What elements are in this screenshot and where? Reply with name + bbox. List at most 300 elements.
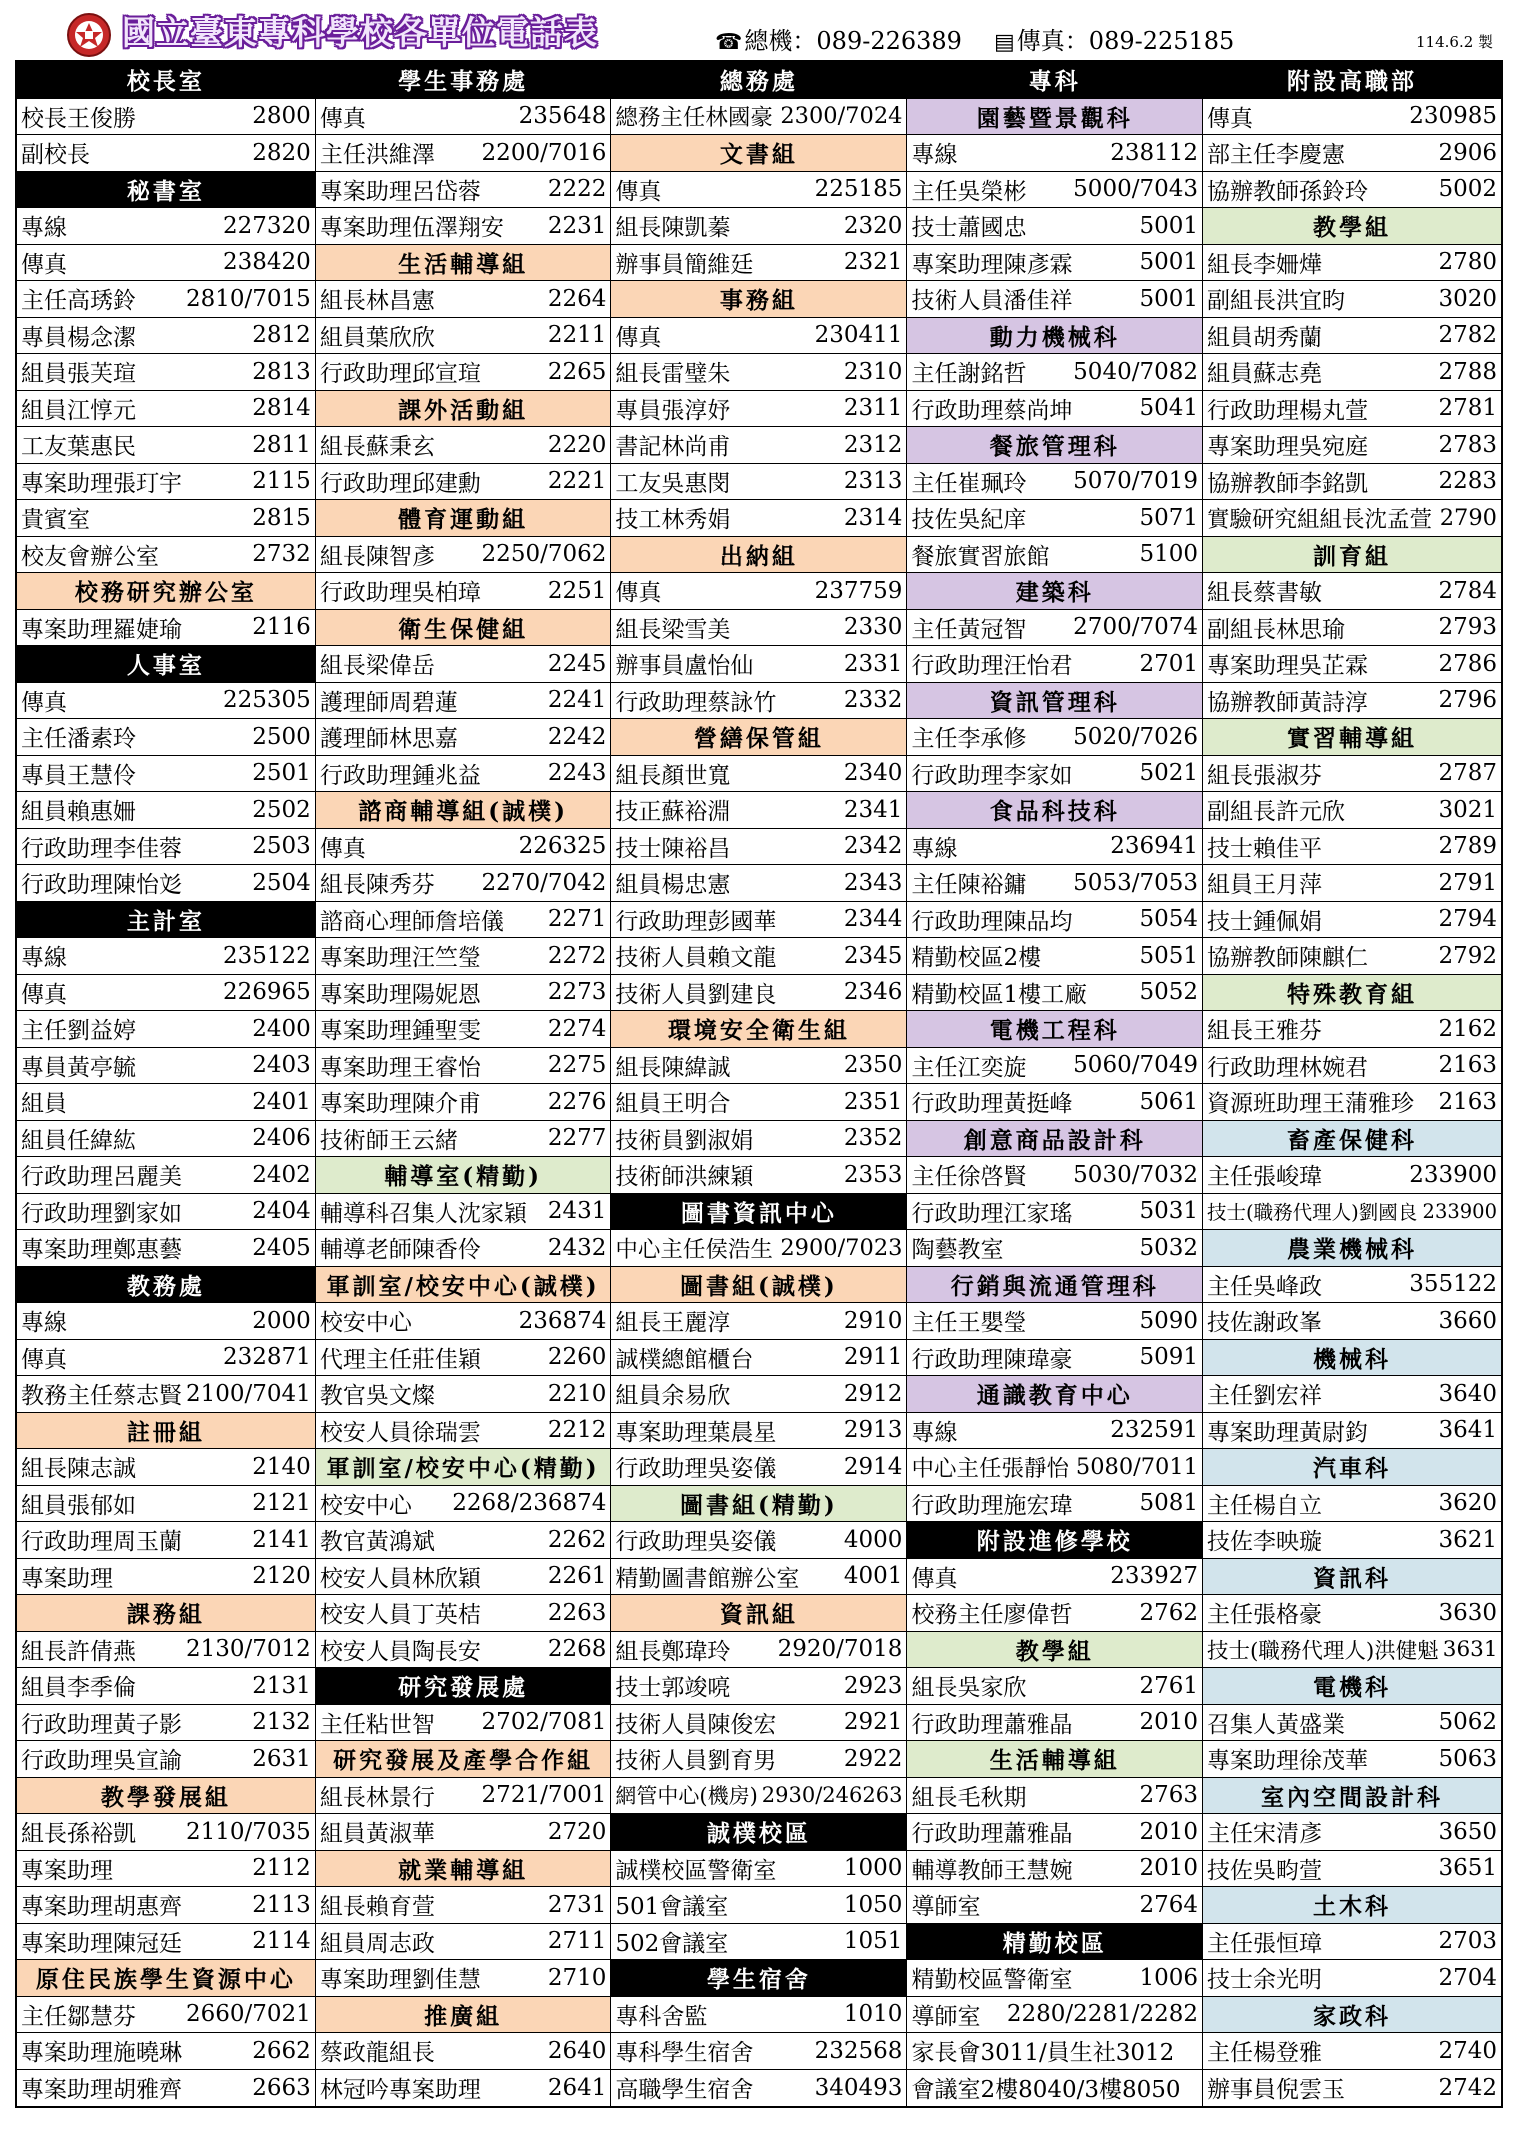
entry-extension: 2313: [843, 468, 903, 495]
directory-entry: [611, 208, 906, 245]
entry-extension: 2660/7021: [186, 2001, 311, 2028]
entry-label: 專線: [911, 835, 958, 862]
entry-label: 專案助理伍澤翔安: [319, 215, 504, 242]
entry-label: 主任劉宏祥: [1207, 1383, 1322, 1410]
directory-entry: [17, 1157, 315, 1194]
directory-entry: [17, 1230, 315, 1267]
entry-label: 行政助理蔡尚坤: [911, 397, 1073, 424]
directory-entry: [17, 1522, 315, 1559]
entry-extension: 2930/246263: [761, 1783, 903, 1808]
entry-extension: 5000/7043: [1073, 176, 1198, 203]
directory-entry: [907, 1960, 1202, 1997]
entry-label: 組員: [21, 1091, 67, 1118]
entry-extension: 5054: [1139, 906, 1198, 933]
entry-label: 專案助理: [21, 1565, 113, 1592]
entry-extension: 2815: [252, 504, 311, 531]
section-header: 園藝暨景觀科: [907, 99, 1202, 136]
entry-extension: 2268: [547, 1636, 607, 1663]
directory-entry: [316, 646, 611, 683]
directory-entry: [17, 1449, 315, 1486]
entry-extension: 2268/236874: [452, 1490, 607, 1517]
entry-extension: 2120: [252, 1563, 311, 1590]
entry-label: 校友會辦公室: [21, 543, 159, 570]
entry-label: 組員葉欣欣: [319, 324, 435, 351]
entry-extension: 5002: [1438, 176, 1497, 203]
directory-entry: [907, 245, 1202, 282]
page-title: 國立臺東專科學校各單位電話表: [122, 13, 598, 52]
section-header: 家政科: [1203, 1997, 1501, 2034]
entry-extension: 5070/7019: [1073, 468, 1198, 495]
entry-label: 技士郭竣喨: [615, 1675, 731, 1702]
entry-label: 辦事員倪雲玉: [1207, 2077, 1345, 2104]
directory-column-4: [906, 62, 1202, 2106]
entry-label: 召集人黃盛業: [1207, 1711, 1345, 1738]
entry-extension: 2010: [1139, 1855, 1198, 1882]
section-header: 課外活動組: [316, 391, 611, 428]
entry-label: 協辦教師孫鈴玲: [1207, 178, 1368, 205]
directory-entry: [316, 1960, 611, 1997]
entry-extension: 232568: [814, 2037, 903, 2064]
entry-label: 主任粘世智: [319, 1711, 435, 1738]
directory-entry: [907, 172, 1202, 209]
entry-extension: 2261: [547, 1563, 607, 1590]
directory-entry: [907, 1048, 1202, 1085]
directory-entry: [17, 99, 315, 136]
directory-entry: [907, 464, 1202, 501]
directory-entry: [611, 1705, 906, 1742]
entry-label: 辦事員簡維廷: [615, 251, 754, 278]
entry-label: 行政助理李佳蓉: [21, 835, 182, 862]
section-header: 通識教育中心: [907, 1376, 1202, 1413]
section-header: 課務組: [17, 1595, 315, 1632]
directory-entry: [907, 1084, 1202, 1121]
directory-entry: [907, 135, 1202, 172]
directory-entry: [1203, 938, 1501, 975]
entry-extension: 2272: [547, 942, 607, 969]
entry-label: 組員張郁如: [21, 1492, 136, 1519]
directory-entry: [611, 1632, 906, 1669]
directory-entry: [907, 391, 1202, 428]
entry-extension: 2800: [252, 103, 311, 130]
entry-extension: 2241: [547, 687, 607, 714]
entry-label: 技士(職務代理人)洪健魁: [1207, 1638, 1439, 1664]
entry-label: 校務主任廖偉哲: [911, 1602, 1073, 1629]
entry-extension: 3640: [1438, 1380, 1497, 1407]
directory-entry: [1203, 902, 1501, 939]
entry-extension: 2345: [843, 942, 903, 969]
entry-extension: 2663: [252, 2074, 311, 2101]
entry-label: 技士賴佳平: [1207, 835, 1322, 862]
directory-entry: [1203, 792, 1501, 829]
entry-extension: 2113: [252, 1891, 311, 1918]
directory-entry: [611, 610, 906, 647]
entry-label: 專案助理陳彥霖: [911, 251, 1073, 278]
entry-extension: 2332: [843, 687, 903, 714]
entry-extension: 3020: [1438, 285, 1497, 312]
entry-label: 行政助理吳姿儀: [615, 1529, 777, 1556]
entry-extension: 4000: [843, 1526, 903, 1553]
entry-extension: 235122: [223, 942, 311, 969]
entry-extension: 230411: [814, 322, 903, 349]
entry-extension: 2121: [252, 1490, 311, 1517]
entry-label: 校安中心: [319, 1492, 412, 1519]
directory-entry: [611, 1887, 906, 1924]
main-phone-text: 總機：089-226389: [744, 27, 962, 55]
entry-label: 主任張恒璋: [1207, 1930, 1322, 1957]
directory-entry: [611, 683, 906, 720]
entry-label: 行政助理彭國華: [615, 908, 777, 935]
date-label: 114.6.2 製: [1416, 33, 1494, 51]
directory-entry: [907, 2070, 1202, 2107]
entry-extension: 233900: [1422, 1199, 1497, 1223]
directory-entry: [1203, 1522, 1501, 1559]
main-fax-text: 傳真：089-225185: [1016, 27, 1235, 55]
entry-extension: 2271: [547, 906, 607, 933]
directory-entry: [907, 610, 1202, 647]
entry-extension: 2796: [1438, 687, 1497, 714]
directory-entry: [1203, 1413, 1501, 1450]
directory-entry: [316, 1924, 611, 1961]
entry-extension: 2700/7074: [1073, 614, 1198, 641]
entry-label: 組長張淑芬: [1207, 762, 1322, 789]
directory-entry: [1203, 1194, 1501, 1231]
directory-entry: [1203, 1267, 1501, 1304]
directory-entry: [907, 1997, 1202, 2034]
entry-extension: 2212: [547, 1417, 607, 1444]
entry-extension: 2352: [843, 1125, 903, 1152]
section-header: 創意商品設計科: [907, 1121, 1202, 1158]
section-header: 校務研究辦公室: [17, 573, 315, 610]
entry-label: 專案助理陳介甫: [319, 1091, 481, 1118]
entry-label: 組員王明合: [615, 1091, 731, 1118]
entry-label: 行政助理楊丸萱: [1207, 397, 1368, 424]
directory-entry: [17, 610, 315, 647]
entry-label: 主任吳榮彬: [911, 178, 1027, 205]
entry-extension: 2794: [1438, 906, 1497, 933]
entry-label: 專科學生宿舍: [615, 2040, 754, 2067]
entry-extension: 2501: [252, 760, 311, 787]
entry-extension: 2351: [843, 1088, 903, 1115]
section-header: 訓育組: [1203, 537, 1501, 574]
entry-label: 餐旅實習旅館: [911, 543, 1050, 570]
section-header: 主計室: [17, 902, 315, 939]
directory-entry: [611, 1851, 906, 1888]
entry-extension: 2502: [252, 796, 311, 823]
entry-label: 副組長林思瑜: [1207, 616, 1345, 643]
directory-entry: [316, 1595, 611, 1632]
directory-entry: [907, 1486, 1202, 1523]
entry-label: 精勤校區1樓工廠: [911, 981, 1088, 1008]
entry-extension: 2350: [843, 1052, 903, 1079]
entry-label: 技佐吳畇萱: [1207, 1857, 1322, 1884]
entry-label: 主任吳峰政: [1207, 1273, 1322, 1300]
entry-extension: 2130/7012: [186, 1636, 311, 1663]
directory-entry: [1203, 99, 1501, 136]
entry-extension: 2813: [252, 358, 311, 385]
entry-extension: 5021: [1139, 760, 1198, 787]
directory-entry: [1203, 318, 1501, 355]
entry-label: 主任李承修: [911, 726, 1027, 753]
entry-extension: 5052: [1139, 979, 1198, 1006]
entry-extension: 2263: [547, 1599, 607, 1626]
entry-label: 林冠吟專案助理: [319, 2077, 481, 2104]
entry-extension: 2340: [843, 760, 903, 787]
entry-label: 組長顏世寬: [615, 762, 731, 789]
directory-entry: [907, 1303, 1202, 1340]
directory-column-2: [315, 62, 611, 2106]
directory-entry: [17, 1705, 315, 1742]
entry-label: 行政助理黃子影: [21, 1711, 182, 1738]
entry-label: 協辦教師李銘凱: [1207, 470, 1368, 497]
entry-label: 家長會3011/員生社3012: [911, 2040, 1175, 2067]
entry-extension: 2812: [252, 322, 311, 349]
entry-label: 行政助理蕭雅晶: [911, 1711, 1073, 1738]
entry-extension: 2914: [843, 1453, 903, 1480]
entry-extension: 225185: [814, 176, 903, 203]
directory-entry: [907, 1194, 1202, 1231]
directory-entry: [17, 537, 315, 574]
directory-entry: [907, 1705, 1202, 1742]
directory-entry: [907, 2033, 1202, 2070]
directory-entry: [611, 646, 906, 683]
entry-label: 技術師王云緒: [319, 1127, 458, 1154]
directory-entry: [611, 1048, 906, 1085]
entry-label: 主任洪維澤: [319, 142, 435, 169]
section-header: 推廣組: [316, 1997, 611, 2034]
entry-extension: 2341: [843, 796, 903, 823]
directory-entry: [1203, 1011, 1501, 1048]
entry-label: 行政助理吳姿儀: [615, 1456, 777, 1483]
entry-extension: 2789: [1438, 833, 1497, 860]
directory-entry: [907, 902, 1202, 939]
entry-label: 技工林秀娟: [615, 507, 731, 534]
entry-extension: 238420: [223, 249, 311, 276]
directory-entry: [907, 354, 1202, 391]
entry-label: 精勤圖書館辦公室: [615, 1565, 800, 1592]
directory-entry: [316, 208, 611, 245]
entry-label: 專案助理鄭惠藝: [21, 1237, 182, 1264]
entry-extension: 2211: [547, 322, 607, 349]
entry-extension: 2312: [843, 431, 903, 458]
section-header: 特殊教育組: [1203, 975, 1501, 1012]
section-header: 圖書資訊中心: [611, 1194, 906, 1231]
entry-extension: 1051: [843, 1928, 903, 1955]
entry-extension: 238112: [1110, 139, 1198, 166]
directory-entry: [907, 1668, 1202, 1705]
entry-extension: 2787: [1438, 760, 1497, 787]
entry-extension: 2742: [1438, 2074, 1497, 2101]
entry-extension: 2640: [547, 2037, 607, 2064]
entry-extension: 2283: [1438, 468, 1497, 495]
entry-extension: 2210: [547, 1380, 607, 1407]
entry-label: 專案助理陳冠廷: [21, 1930, 182, 1957]
directory-entry: [611, 1084, 906, 1121]
entry-label: 實驗研究組組長沈孟萱: [1207, 506, 1433, 533]
directory-entry: [17, 1559, 315, 1596]
directory-entry: [316, 99, 611, 136]
entry-extension: 2331: [843, 650, 903, 677]
entry-label: 誠樸總館櫃台: [615, 1346, 754, 1373]
directory-entry: [316, 1084, 611, 1121]
directory-entry: [17, 208, 315, 245]
section-header: 專科: [907, 62, 1202, 99]
entry-label: 專員張淳妤: [615, 397, 731, 424]
directory-entry: [611, 172, 906, 209]
entry-label: 主任徐啓賢: [911, 1164, 1027, 1191]
directory-entry: [17, 719, 315, 756]
entry-extension: 5062: [1438, 1709, 1497, 1736]
directory-column-3: [610, 62, 906, 2106]
section-header: 出納組: [611, 537, 906, 574]
entry-extension: 2262: [547, 1526, 607, 1553]
entry-extension: 5063: [1438, 1745, 1497, 1772]
directory-entry: [316, 1632, 611, 1669]
directory-entry: [316, 1376, 611, 1413]
entry-label: 主任楊自立: [1207, 1492, 1322, 1519]
directory-entry: [907, 1559, 1202, 1596]
entry-label: 組長王麗淳: [615, 1310, 731, 1337]
entry-extension: 2132: [252, 1709, 311, 1736]
directory-entry: [611, 1559, 906, 1596]
directory-entry: [316, 1413, 611, 1450]
entry-extension: 237759: [814, 577, 903, 604]
directory-entry: [1203, 1303, 1501, 1340]
directory-entry: [1203, 281, 1501, 318]
entry-label: 專員黃亭毓: [21, 1054, 136, 1081]
entry-label: 精勤校區2樓: [911, 945, 1042, 972]
entry-label: 主任劉益婷: [21, 1018, 136, 1045]
entry-extension: 2641: [547, 2074, 607, 2101]
directory-entry: [17, 135, 315, 172]
entry-label: 專案助理王睿怡: [319, 1054, 481, 1081]
entry-extension: 5001: [1139, 249, 1198, 276]
directory-entry: [17, 1486, 315, 1523]
directory-entry: [611, 500, 906, 537]
entry-label: 傳真: [21, 251, 67, 278]
entry-label: 行政助理蔡詠竹: [615, 689, 777, 716]
entry-extension: 3021: [1438, 796, 1497, 823]
entry-extension: 2010: [1139, 1818, 1198, 1845]
directory-entry: [17, 318, 315, 355]
entry-extension: 3620: [1438, 1490, 1497, 1517]
entry-label: 專案助理胡惠齊: [21, 1894, 182, 1921]
entry-label: 諮商心理師詹培儀: [319, 908, 504, 935]
entry-label: 組長王雅芬: [1207, 1018, 1322, 1045]
entry-extension: 232871: [223, 1344, 311, 1371]
directory-entry: [316, 1340, 611, 1377]
entry-extension: 2504: [252, 869, 311, 896]
directory-entry: [1203, 1376, 1501, 1413]
entry-extension: 2342: [843, 833, 903, 860]
entry-extension: 2310: [843, 358, 903, 385]
directory-entry: [907, 865, 1202, 902]
entry-extension: 2764: [1139, 1891, 1198, 1918]
entry-extension: 2346: [843, 979, 903, 1006]
entry-label: 主任崔珮玲: [911, 470, 1027, 497]
directory-entry: [611, 1778, 906, 1815]
entry-label: 傳真: [615, 324, 662, 351]
directory-entry: [316, 1486, 611, 1523]
directory-entry: [17, 829, 315, 866]
page-header: [0, 0, 1518, 60]
entry-extension: 2710: [547, 1964, 607, 1991]
entry-extension: 2321: [843, 249, 903, 276]
entry-extension: 2790: [1439, 504, 1497, 531]
directory-entry: [17, 1887, 315, 1924]
section-header: 行銷與流通管理科: [907, 1267, 1202, 1304]
entry-extension: 2115: [252, 468, 311, 495]
entry-label: 502會議室: [615, 1930, 729, 1957]
entry-label: 主任謝銘哲: [911, 361, 1027, 388]
entry-label: 技佐李映璇: [1207, 1529, 1322, 1556]
entry-label: 技士(職務代理人)劉國良: [1207, 1201, 1418, 1225]
directory-entry: [907, 500, 1202, 537]
entry-label: 組長梁雪美: [615, 616, 731, 643]
directory-entry: [907, 1851, 1202, 1888]
entry-label: 誠樸校區警衛室: [615, 1857, 777, 1884]
section-header: 學生事務處: [316, 62, 611, 99]
entry-extension: 1006: [1139, 1964, 1198, 1991]
directory-entry: [907, 281, 1202, 318]
directory-entry: [611, 99, 906, 136]
directory-entry: [611, 1997, 906, 2034]
directory-entry: [611, 1340, 906, 1377]
entry-extension: 2344: [843, 906, 903, 933]
directory-entry: [1203, 1705, 1501, 1742]
entry-label: 技士蕭國忠: [911, 215, 1027, 242]
entry-label: 專員王慧伶: [21, 762, 136, 789]
entry-label: 中心主任侯浩生: [615, 1236, 773, 1263]
directory-entry: [316, 1011, 611, 1048]
entry-extension: 5040/7082: [1073, 358, 1198, 385]
entry-extension: 5001: [1139, 212, 1198, 239]
entry-label: 教務主任蔡志賢: [21, 1383, 182, 1410]
entry-label: 專案助理: [21, 1857, 113, 1884]
directory-entry: [1203, 2033, 1501, 2070]
entry-label: 技士余光明: [1207, 1967, 1322, 1994]
entry-label: 專線: [21, 1310, 67, 1337]
entry-label: 工友葉惠民: [21, 434, 136, 461]
entry-label: 辦事員盧怡仙: [615, 653, 754, 680]
section-header: 汽車科: [1203, 1449, 1501, 1486]
entry-label: 主任高琇鈴: [21, 288, 136, 315]
directory-entry: [1203, 1084, 1501, 1121]
directory-entry: [611, 245, 906, 282]
section-header: 實習輔導組: [1203, 719, 1501, 756]
entry-label: 導師室: [911, 1894, 981, 1921]
phone-directory-table: [15, 60, 1503, 2108]
entry-extension: 2762: [1139, 1599, 1198, 1626]
entry-extension: 2911: [843, 1344, 903, 1371]
entry-extension: 2900/7023: [780, 1234, 903, 1261]
section-header: 食品科技科: [907, 792, 1202, 829]
entry-extension: 2401: [252, 1088, 311, 1115]
directory-entry: [316, 427, 611, 464]
entry-extension: 355122: [1409, 1271, 1497, 1298]
directory-entry: [17, 354, 315, 391]
entry-extension: 5020/7026: [1073, 723, 1198, 750]
entry-extension: 2784: [1438, 577, 1497, 604]
directory-entry: [1203, 1960, 1501, 1997]
directory-entry: [1203, 1814, 1501, 1851]
entry-label: 傳真: [21, 981, 67, 1008]
entry-label: 主任楊登雅: [1207, 2040, 1322, 2067]
directory-entry: [17, 1741, 315, 1778]
directory-entry: [316, 1303, 611, 1340]
entry-extension: 2314: [843, 504, 903, 531]
entry-label: 傳真: [615, 178, 662, 205]
entry-extension: 2631: [252, 1745, 311, 1772]
